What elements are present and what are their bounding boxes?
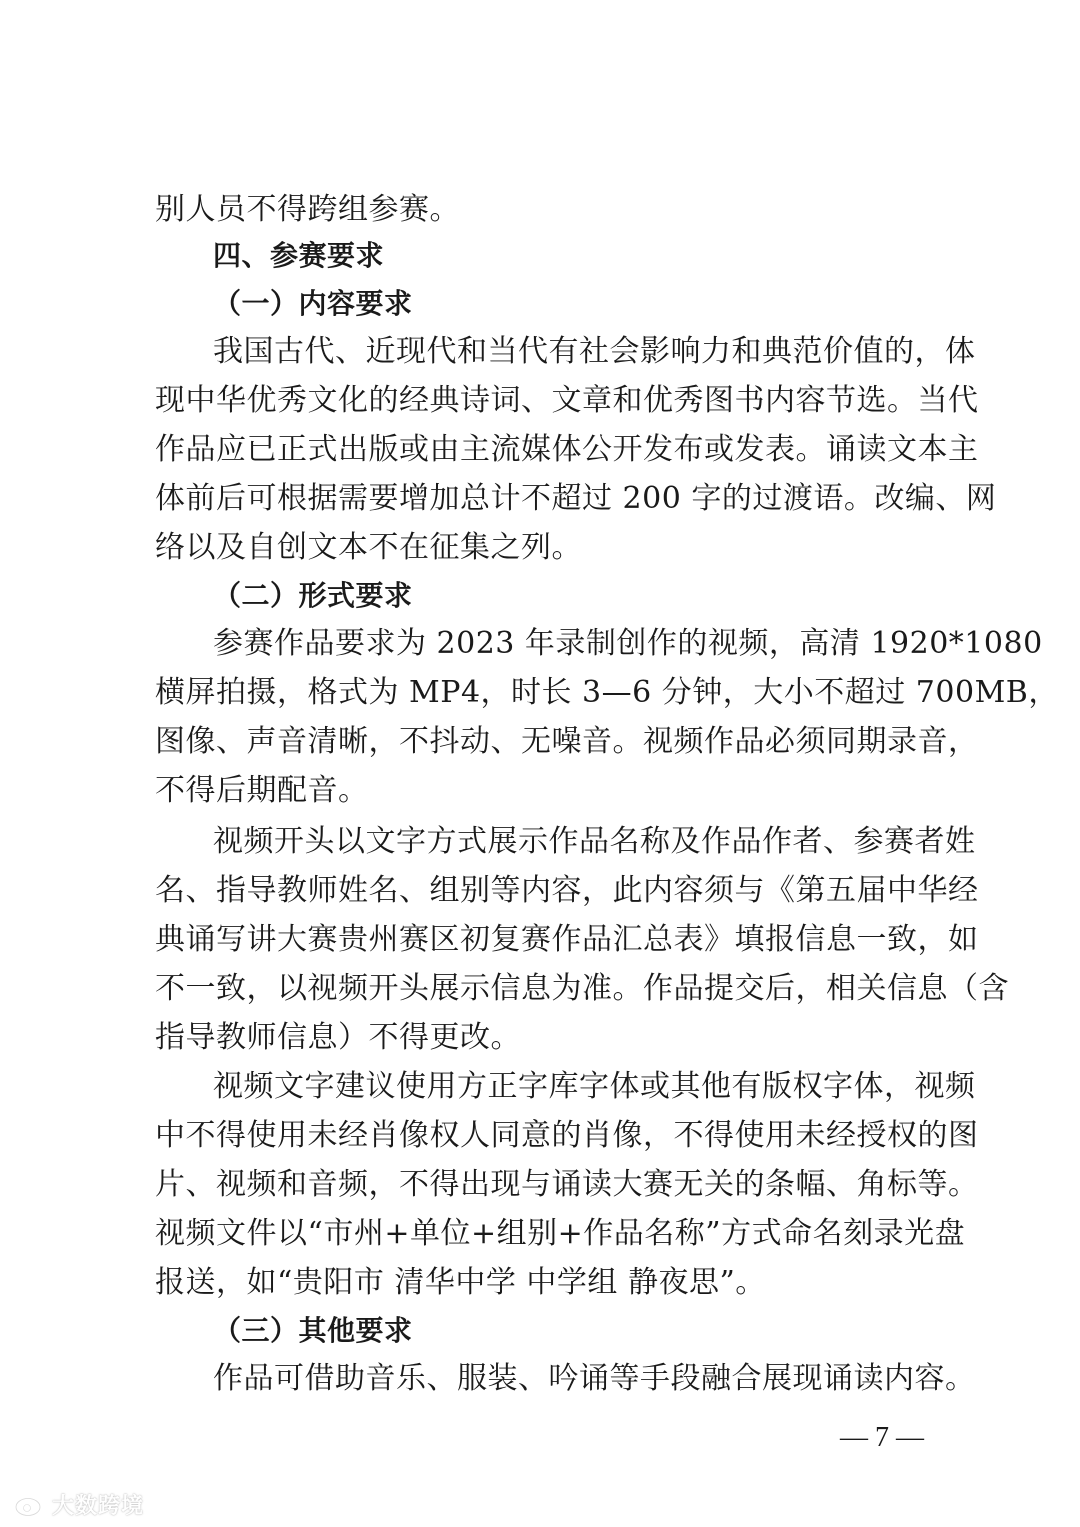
subsection-heading-3: （三）其他要求 [213, 1314, 413, 1347]
paragraph-video-intro-line: 视频开头以文字方式展示作品名称及作品作者、参赛者姓 [213, 824, 976, 859]
paragraph-video-text-line: 视频文字建议使用方正字库字体或其他有版权字体，视频 [213, 1069, 976, 1104]
paragraph-format-line: 横屏拍摄，格式为 MP4，时长 3—6 分钟，大小不超过 700MB， [155, 675, 1059, 710]
paragraph-format-line: 参赛作品要求为 2023 年录制创作的视频，高清 1920*1080 [213, 626, 1043, 661]
paragraph-video-intro-line: 典诵写讲大赛贵州赛区初复赛作品汇总表》填报信息一致，如 [155, 922, 979, 957]
watermark-text: 大数跨境 [52, 1493, 145, 1519]
section-heading-4: 四、参赛要求 [213, 239, 385, 272]
paragraph-other-line: 作品可借助音乐、服装、吟诵等手段融合展现诵读内容。 [213, 1361, 976, 1396]
paragraph-video-intro-line: 指导教师信息）不得更改。 [155, 1020, 521, 1055]
subsection-heading-1: （一）内容要求 [213, 287, 413, 320]
paragraph-video-intro-line: 不一致，以视频开头展示信息为准。作品提交后，相关信息（含 [155, 971, 1009, 1006]
paragraph-content-line: 体前后可根据需要增加总计不超过 200 字的过渡语。改编、网 [155, 481, 997, 516]
paragraph-video-text-line: 片、视频和音频，不得出现与诵读大赛无关的条幅、角标等。 [155, 1167, 979, 1202]
paragraph-video-text-line: 视频文件以“市州+单位+组别+作品名称”方式命名刻录光盘 [155, 1216, 966, 1251]
paragraph-content-line: 我国古代、近现代和当代有社会影响力和典范价值的，体 [213, 334, 976, 369]
paragraph-video-text-line: 中不得使用未经肖像权人同意的肖像，不得使用未经授权的图 [155, 1118, 979, 1153]
paragraph-content-line: 现中华优秀文化的经典诗词、文章和优秀图书内容节选。当代 [155, 383, 979, 418]
paragraph-video-text-line: 报送，如“贵阳市 清华中学 中学组 静夜思”。 [155, 1265, 766, 1300]
paragraph-continuation: 别人员不得跨组参赛。 [155, 192, 460, 227]
watermark [14, 1489, 144, 1519]
paragraph-format-line: 图像、声音清晰，不抖动、无噪音。视频作品必须同期录音， [155, 724, 979, 759]
paragraph-video-intro-line: 名、指导教师姓名、组别等内容，此内容须与《第五届中华经 [155, 873, 979, 908]
paragraph-content-line: 作品应已正式出版或由主流媒体公开发布或发表。诵读文本主 [155, 432, 979, 467]
paragraph-format-line: 不得后期配音。 [155, 773, 369, 808]
page-number: — 7 — [840, 1422, 924, 1453]
weibo-logo-icon [14, 1490, 48, 1518]
subsection-heading-2: （二）形式要求 [213, 579, 413, 612]
paragraph-content-line: 络以及自创文本不在征集之列。 [155, 530, 582, 565]
